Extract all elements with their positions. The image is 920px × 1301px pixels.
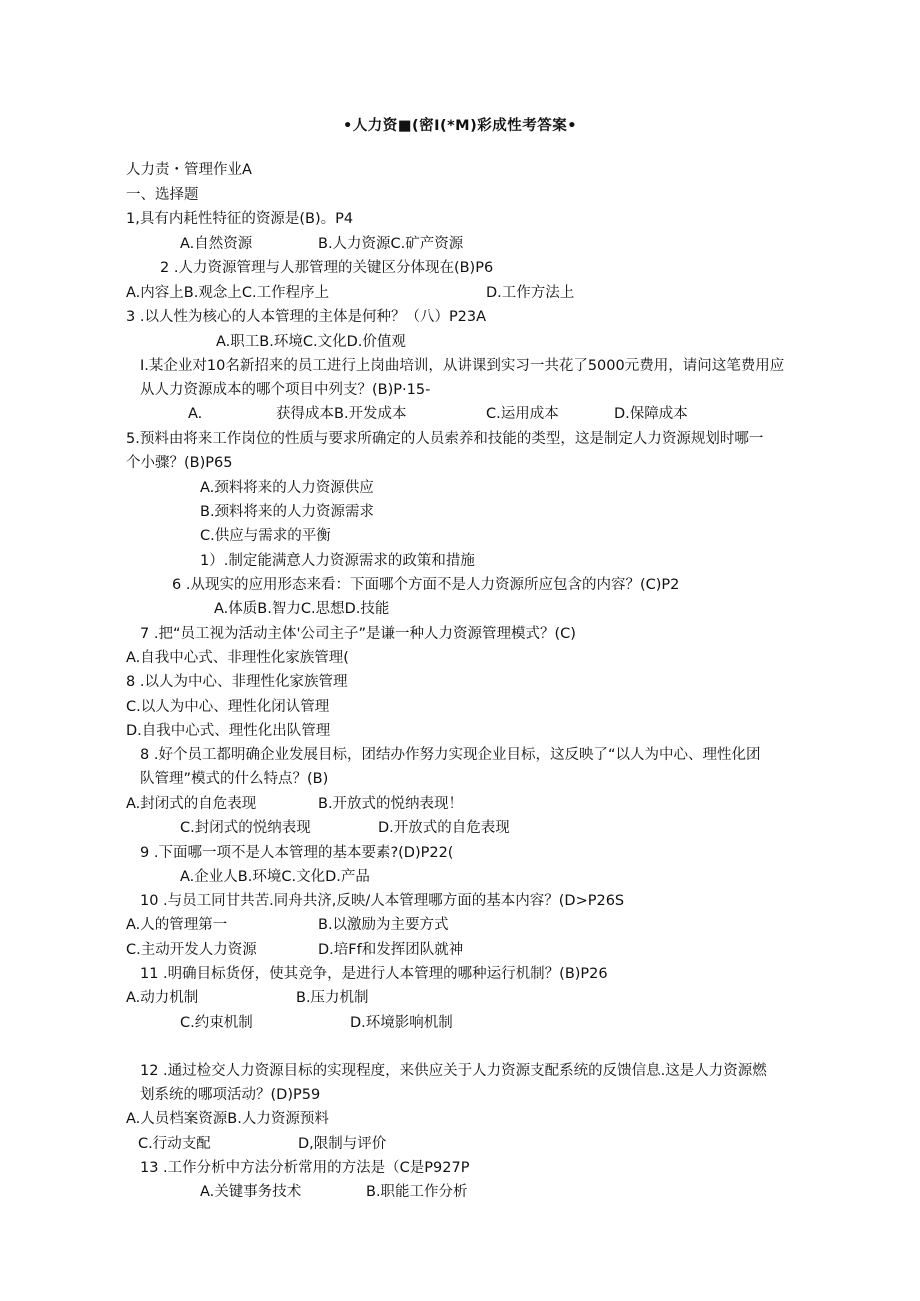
q9-options: A.企业人B.环境C.文化D.产品 xyxy=(180,869,370,885)
question-13: 13 .工作分析中方法分析常用的方法是（C是P927P xyxy=(140,1160,470,1176)
question-4-line-2: 从人力资源成本的哪个项目中列支？(B)P·15- xyxy=(140,382,431,398)
document-title: •人力资■(密I(*M)彩成性考答案• xyxy=(342,118,578,134)
q11-option-a: A.动力机制 xyxy=(126,990,199,1006)
question-8-line-2: 队管理”模式的什么特点？(B) xyxy=(140,771,329,787)
q5-option-a: A.颈料将来的人力资源供应 xyxy=(200,480,374,496)
question-5-line-1: 5.预料由将来工作岗位的性质与要求所确定的人员索养和技能的类型，这是制定人力资源规划时哪一 xyxy=(126,431,764,447)
q8-option-a: A.封闭式的自危表现 xyxy=(126,796,257,812)
q10-option-b: B.以激励为主要方式 xyxy=(318,917,449,933)
q5-option-b: B.颈料将来的人力资源需求 xyxy=(200,504,375,520)
q3-options: A.职工B.环境C.文化D.价值观 xyxy=(216,334,406,350)
q12-option-d: D,限制与评价 xyxy=(298,1136,387,1152)
q11-option-c: C.约束机制 xyxy=(180,1015,253,1031)
q7-option-a: A.自我中心式、非理性化家族管理( xyxy=(126,650,349,666)
question-12-line-1: 12 .通过检交人力资源目标的实现程度，来供应关于人力资源支配系统的反馈信息.这是人力资源燃 xyxy=(140,1063,767,1079)
q7-option-b: 8 .以人为中心、非理性化家族管理 xyxy=(126,674,348,690)
q7-option-d: D.自我中心式、理性化出队管理 xyxy=(126,723,331,739)
question-6: 6 .从现实的应用形态来看：下面哪个方面不是人力资源所应包含的内容？(C)P2 xyxy=(172,577,680,593)
question-10: 10 .与员工同甘共苦.同舟共济,反映/人本管理哪方面的基本内容？(D>P26S xyxy=(140,893,625,909)
document-heading: 人力责・管理作业A xyxy=(126,162,252,178)
q1-option-bc: B.人力资源C.矿产资源 xyxy=(318,236,464,252)
question-5-line-2: 个小骤？(B)P65 xyxy=(126,455,233,471)
q5-option-c: C.供应与需求的平衡 xyxy=(200,528,331,544)
q11-option-b: B.压力机制 xyxy=(296,990,369,1006)
q4-option-a: A. xyxy=(188,406,203,422)
q5-option-d: 1）.制定能满意人力资源需求的政策和措施 xyxy=(200,553,475,569)
q7-option-c: C.以人为中心、理性化闭认管理 xyxy=(126,699,330,715)
q2-options-abc: A.内容上B.观念上C.工作程序上 xyxy=(126,285,330,301)
q12-option-c: C.行动支配 xyxy=(138,1136,211,1152)
q10-option-a: A.人的管理第一 xyxy=(126,917,228,933)
q11-option-d: D.环境影响机制 xyxy=(350,1015,453,1031)
q8-option-c: C.封闭式的悦纳表现 xyxy=(180,820,311,836)
q10-option-c: C.主动开发人力资源 xyxy=(126,942,257,958)
section-heading: 一、选择题 xyxy=(126,187,199,203)
q13-option-a: A.关键事务技术 xyxy=(200,1184,302,1200)
question-3: 3 .以人性为核心的人本管理的主体是何种？（八）P23A xyxy=(126,309,487,325)
q2-option-d: D.工作方法上 xyxy=(486,285,575,301)
question-4-line-1: I.某企业对10名新招来的员工进行上岗曲培训，从讲课到实习一共花了5000元费用，请问这笔费用应 xyxy=(140,358,785,374)
q8-option-d: D.开放式的自危表现 xyxy=(378,820,510,836)
q10-option-d: D.培Ff和发挥团队就神 xyxy=(318,942,464,958)
q4-option-d: D.保障成本 xyxy=(614,406,688,422)
q4-option-c: C.运用成本 xyxy=(486,406,559,422)
q1-option-a: A.自然资源 xyxy=(180,236,253,252)
q6-options: A.体质B.智力C.思想D.技能 xyxy=(214,601,390,617)
q8-option-b: B.开放式的悦纳表现！ xyxy=(318,796,464,812)
question-1: 1,具有内耗性特征的资源是(B)。P4 xyxy=(126,211,354,227)
q13-option-b: B.职能工作分析 xyxy=(366,1184,468,1200)
question-11: 11 .明确目标货伢，使其竞争，是进行人本管理的哪种运行机制？(B)P26 xyxy=(140,966,608,982)
question-7: 7 .把“员工视为活动主体'公司主子”是谦一种人力资源管理模式？(C) xyxy=(140,626,576,642)
q4-option-ab: 获得成本B.开发成本 xyxy=(276,406,407,422)
question-8-line-1: 8 .好个员工都明确企业发展目标，团结办作努力实现企业目标，这反映了“以人为中心、理性化团 xyxy=(140,747,761,763)
q12-option-ab: A.人员档案资源B.人力资源预料 xyxy=(126,1111,329,1127)
question-2: 2 .人力资源管理与人那管理的关键区分体现在(B)P6 xyxy=(160,260,494,276)
question-9: 9 .下面哪一项不是人本管理的基本要素?(D)P22( xyxy=(140,845,454,861)
question-12-line-2: 划系统的哪项活动？(D)P59 xyxy=(140,1087,321,1103)
